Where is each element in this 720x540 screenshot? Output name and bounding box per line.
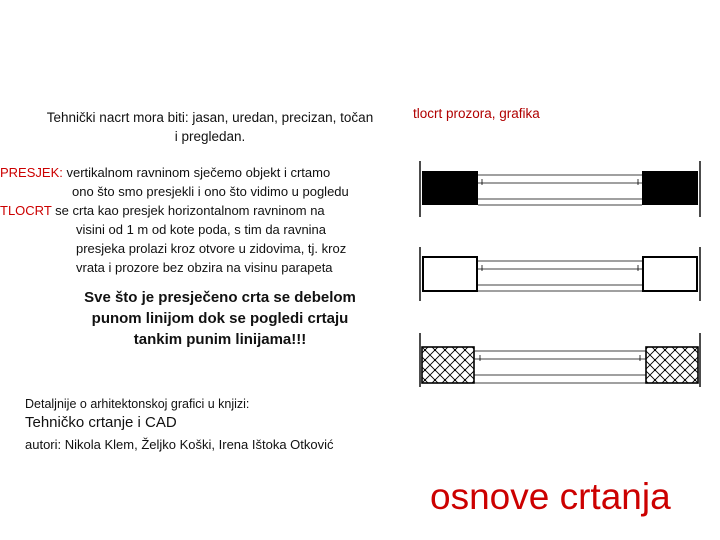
window-plan-drawings — [410, 155, 710, 391]
tlocrt-text-4: vrata i prozore bez obzira na visinu parapeta — [76, 260, 333, 275]
drawing-caption: tlocrt prozora, grafika — [413, 106, 540, 121]
definitions — [0, 163, 400, 277]
intro-text — [20, 108, 400, 146]
book-title: Tehničko crtanje i CAD — [25, 414, 177, 431]
intro-line-1: Tehnički nacrt mora biti: jasan, uredan, precizan, točan — [46, 110, 374, 125]
term-presjek: PRESJEK: — [0, 165, 63, 180]
tlocrt-text-3: presjeka prolazi kroz otvore u zidovima, tj. kroz — [76, 241, 347, 256]
book-authors: autori: Nikola Klem, Željko Koški, Irena Ištoka Otković — [25, 437, 334, 452]
tlocrt-text-1: se crta kao presjek horizontalnom ravninom na — [51, 203, 325, 218]
definition-tlocrt — [0, 201, 400, 277]
intro-line-2: i pregledan. — [174, 129, 246, 144]
term-tlocrt: TLOCRT — [0, 203, 52, 218]
presjek-text-1: vertikalnom ravninom sječemo objekt i crtamo — [62, 165, 331, 180]
emphasis-note: Sve što je presječeno crta se debelom punom linijom dok se pogledi crtaju tankim punim linijama!!! — [84, 289, 356, 348]
reference-intro: Detaljnije o arhitektonskoj grafici u knjizi: — [25, 397, 250, 411]
slide-title: osnove crtanja — [430, 476, 671, 517]
presjek-text-2: ono što smo presjekli i ono što vidimo u pogledu — [72, 184, 349, 199]
window-plan-solid-walls — [420, 161, 700, 217]
tlocrt-text-2: visini od 1 m od kote poda, s tim da ravnina — [76, 222, 327, 237]
window-plan-hatched-walls — [420, 333, 700, 387]
definition-presjek — [0, 163, 400, 201]
window-plan-outlined-walls — [420, 247, 700, 301]
